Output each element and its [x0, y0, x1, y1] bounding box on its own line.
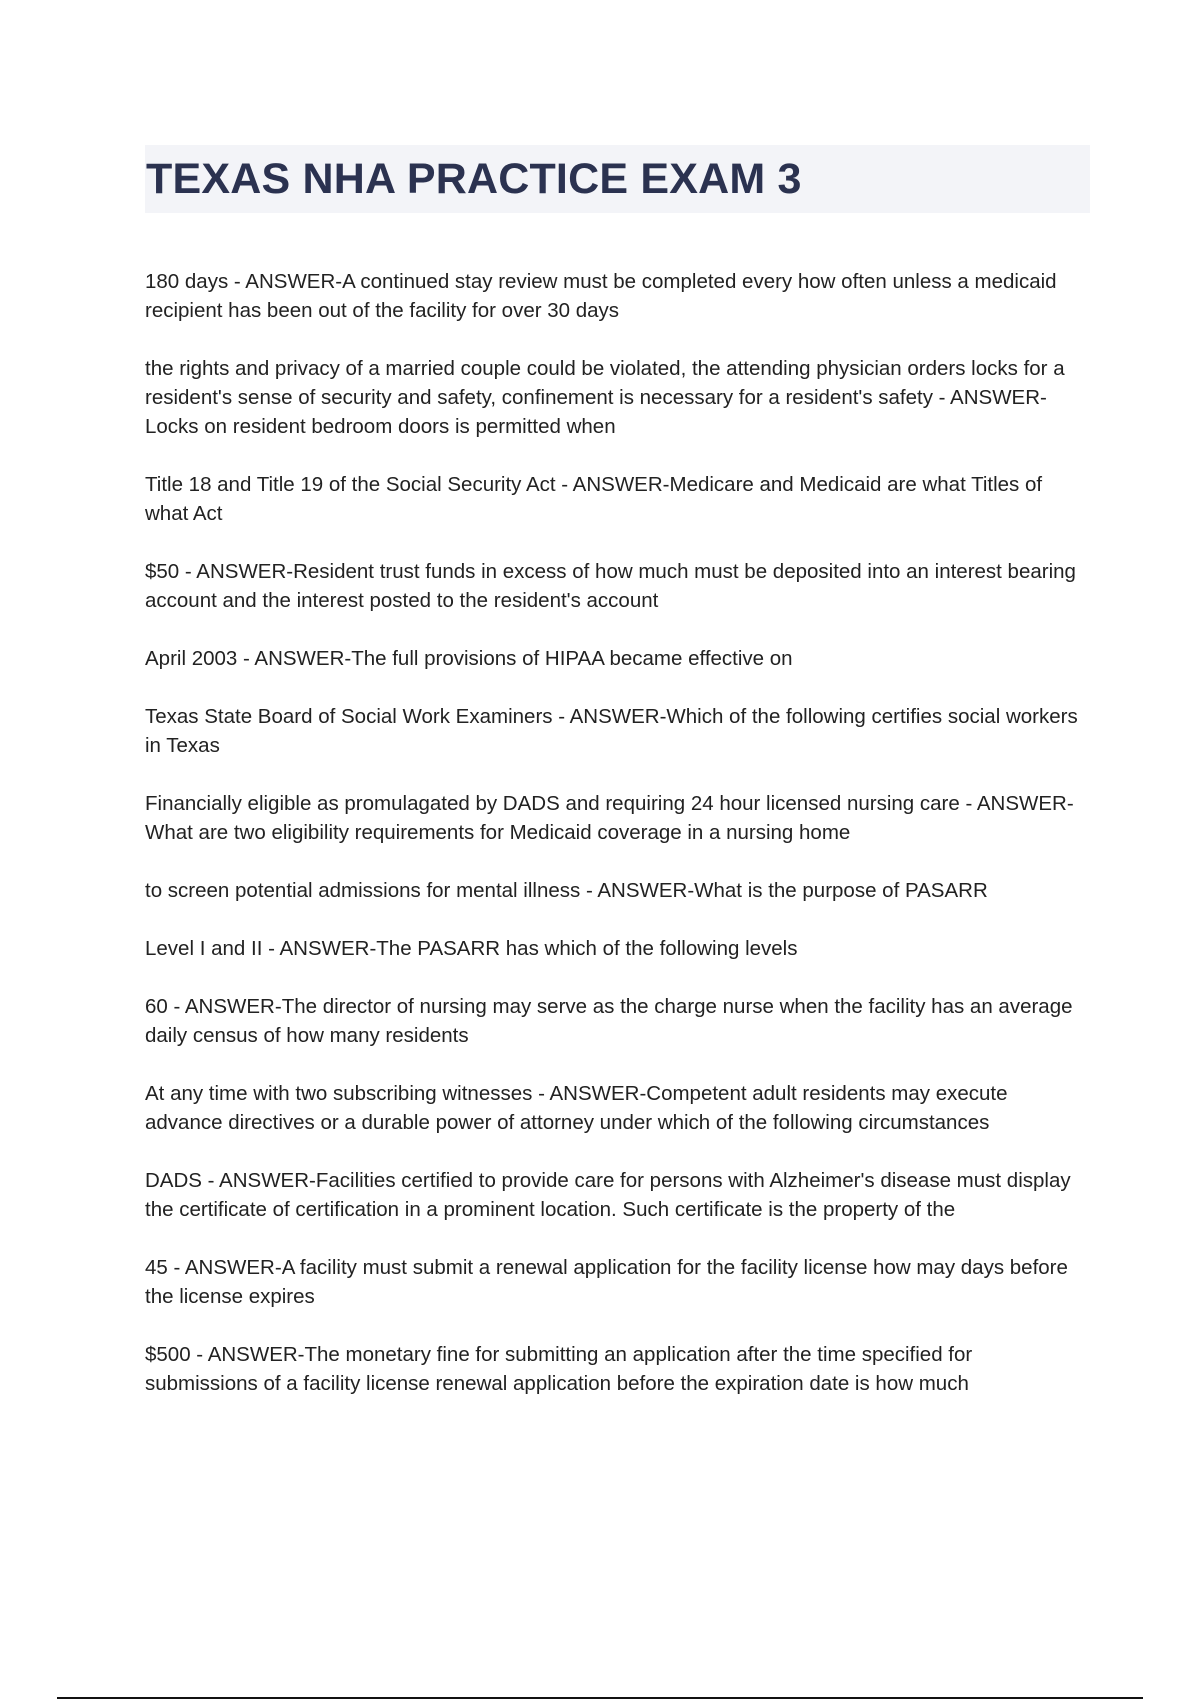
title-band	[145, 145, 1090, 213]
page-title: TEXAS NHA PRACTICE EXAM 3	[146, 155, 802, 203]
qa-entry: $500 - ANSWER-The monetary fine for submitting an application after the time specified for submissions of a facility license renewal application before the expiration date is how much	[145, 1343, 973, 1395]
qa-entry: DADS - ANSWER-Facilities certified to provide care for persons with Alzheimer's disease must display the certificate of certification in a prominent location. Such certificate is the property of the	[145, 1169, 1071, 1221]
qa-entry: Level I and II - ANSWER-The PASARR has which of the following levels	[145, 937, 798, 960]
qa-list	[145, 267, 1090, 1427]
qa-entry: to screen potential admissions for mental illness - ANSWER-What is the purpose of PASARR	[145, 879, 988, 902]
qa-entry: Title 18 and Title 19 of the Social Security Act - ANSWER-Medicare and Medicaid are what Titles of what Act	[145, 473, 1043, 525]
qa-entry: the rights and privacy of a married couple could be violated, the attending physician orders locks for a resident's sense of security and safety, confinement is necessary for a resident's safety - ANSWER-Locks on resident bedroom doors is permitted when	[145, 357, 1065, 438]
qa-entry: Financially eligible as promulagated by DADS and requiring 24 hour licensed nursing care - ANSWER-What are two eligibility requirements for Medicaid coverage in a nursing home	[145, 792, 1074, 844]
qa-entry: April 2003 - ANSWER-The full provisions of HIPAA became effective on	[145, 647, 793, 670]
footer-divider	[57, 1697, 1143, 1699]
qa-entry: 180 days - ANSWER-A continued stay review must be completed every how often unless a medicaid recipient has been out of the facility for over 30 days	[145, 270, 1057, 322]
qa-entry: At any time with two subscribing witnesses - ANSWER-Competent adult residents may execute advance directives or a durable power of attorney under which of the following circumstances	[145, 1082, 1008, 1134]
qa-entry: 60 - ANSWER-The director of nursing may serve as the charge nurse when the facility has an average daily census of how many residents	[145, 995, 1073, 1047]
qa-entry: Texas State Board of Social Work Examiners - ANSWER-Which of the following certifies social workers in Texas	[145, 705, 1078, 757]
qa-entry: 45 - ANSWER-A facility must submit a renewal application for the facility license how may days before the license expires	[145, 1256, 1068, 1308]
qa-entry: $50 - ANSWER-Resident trust funds in excess of how much must be deposited into an interest bearing account and the interest posted to the resident's account	[145, 560, 1076, 612]
